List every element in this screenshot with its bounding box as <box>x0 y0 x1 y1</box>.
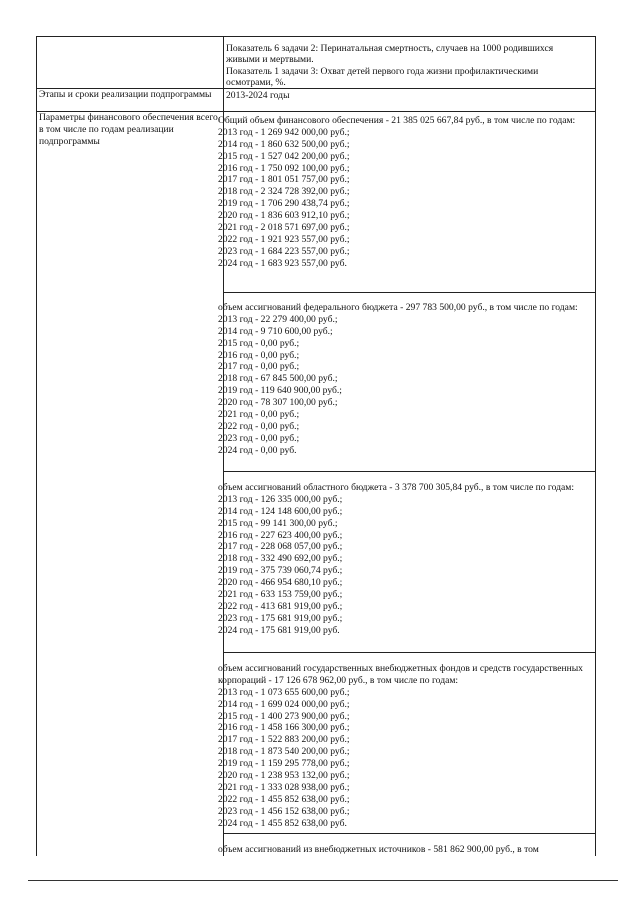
year-amount-line: 2014 год - 124 148 600,00 руб.; <box>218 505 343 517</box>
year-amount-line: 2022 год - 1 455 852 638,00 руб.; <box>218 793 350 805</box>
year-amount-line: 2021 год - 633 153 759,00 руб.; <box>218 589 343 601</box>
year-amount-line: 2014 год - 9 710 600,00 руб.; <box>218 325 333 337</box>
year-amount-line: 2017 год - 0,00 руб.; <box>218 361 300 373</box>
year-amount-line: 2016 год - 1 458 166 300,00 руб.; <box>218 722 350 734</box>
table-top-border <box>36 36 596 37</box>
year-amount-line: 2013 год - 1 269 942 000,00 руб.; <box>218 126 350 138</box>
year-amount-line: 2018 год - 67 845 500,00 руб.; <box>218 373 338 385</box>
table-left-border <box>36 36 37 856</box>
block-divider-regional <box>223 471 596 472</box>
year-amount-line: 2022 год - 413 681 919,00 руб.; <box>218 600 343 612</box>
finance-block-heading: объем ассигнований из внебюджетных источников - 581 862 900,00 руб., в том <box>218 844 539 855</box>
year-amount-line: 2016 год - 227 623 400,00 руб.; <box>218 529 343 541</box>
year-amount-line: 2024 год - 175 681 919,00 руб. <box>218 624 340 636</box>
block-divider-extrabudget <box>223 833 596 834</box>
year-amount-line: 2020 год - 466 954 680,10 руб.; <box>218 577 343 589</box>
finance-block-total <box>218 115 586 270</box>
year-amount-line: 2016 год - 0,00 руб.; <box>218 349 300 361</box>
page-bottom-rule <box>28 880 618 881</box>
year-amount-line: 2023 год - 175 681 919,00 руб.; <box>218 612 343 624</box>
year-amount-line: 2015 год - 1 527 042 200,00 руб.; <box>218 150 350 162</box>
year-amount-line: 2022 год - 1 921 923 557,00 руб.; <box>218 233 350 245</box>
year-amount-line: 2024 год - 1 455 852 638,00 руб. <box>218 817 347 829</box>
year-amount-line: 2019 год - 375 739 060,74 руб.; <box>218 565 343 577</box>
year-amount-line: 2021 год - 0,00 руб.; <box>218 409 300 421</box>
year-amount-line: 2016 год - 1 750 092 100,00 руб.; <box>218 162 350 174</box>
year-amount-line: 2018 год - 2 324 728 392,00 руб.; <box>218 186 350 198</box>
finance-block-federal <box>218 302 586 457</box>
year-amount-line: 2023 год - 0,00 руб.; <box>218 432 300 444</box>
year-amount-line: 2018 год - 1 873 540 200,00 руб.; <box>218 746 350 758</box>
year-amount-line: 2015 год - 99 141 300,00 руб.; <box>218 517 338 529</box>
year-amount-line: 2017 год - 228 068 057,00 руб.; <box>218 541 343 553</box>
indicator-text-line: Показатель 1 задачи 3: Охват детей первого года жизни профилактическими <box>226 66 539 77</box>
year-amount-line: 2020 год - 1 238 953 132,00 руб.; <box>218 770 350 782</box>
stages-label: Этапы и сроки реализации подпрограммы <box>39 89 212 100</box>
finance-block-heading: объем ассигнований федерального бюджета - 297 783 500,00 руб., в том числе по годам: <box>218 302 578 313</box>
block-divider-federal <box>223 292 596 293</box>
year-amount-line: 2023 год - 1 684 223 557,00 руб.; <box>218 245 350 257</box>
indicator-text-line: живыми и мертвыми. <box>226 54 314 65</box>
year-amount-line: 2024 год - 1 683 923 557,00 руб. <box>218 257 347 269</box>
finance-block-regional <box>218 482 586 637</box>
year-amount-line: 2014 год - 1 860 632 500,00 руб.; <box>218 138 350 150</box>
indicator-text-line: осмотрами, %. <box>226 77 286 88</box>
year-amount-line: 2019 год - 1 159 295 778,00 руб.; <box>218 758 350 770</box>
year-amount-line: 2017 год - 1 522 883 200,00 руб.; <box>218 734 350 746</box>
year-amount-line: 2022 год - 0,00 руб.; <box>218 420 300 432</box>
table-right-border <box>595 36 596 856</box>
year-amount-line: 2020 год - 1 836 603 912,10 руб.; <box>218 210 350 222</box>
year-amount-line: 2021 год - 2 018 571 697,00 руб.; <box>218 222 350 234</box>
year-amount-line: 2013 год - 22 279 400,00 руб.; <box>218 313 338 325</box>
year-amount-line: 2019 год - 1 706 290 438,74 руб.; <box>218 198 350 210</box>
finance-label: Параметры финансового обеспечения всего, в том числе по годам реализации подпрограммы <box>39 112 221 147</box>
year-amount-line: 2018 год - 332 490 692,00 руб.; <box>218 553 343 565</box>
year-amount-line: 2017 год - 1 801 051 757,00 руб.; <box>218 174 350 186</box>
indicator-text-line: Показатель 6 задачи 2: Перинатальная смертность, случаев на 1000 родившихся <box>226 43 554 54</box>
year-amount-line: 2015 год - 0,00 руб.; <box>218 337 300 349</box>
year-amount-line: 2015 год - 1 400 273 900,00 руб.; <box>218 710 350 722</box>
year-amount-line: 2013 год - 126 335 000,00 руб.; <box>218 493 343 505</box>
year-amount-line: 2023 год - 1 456 152 638,00 руб.; <box>218 805 350 817</box>
year-amount-line: 2019 год - 119 640 900,00 руб.; <box>218 385 342 397</box>
year-amount-line: 2020 год - 78 307 100,00 руб.; <box>218 397 338 409</box>
year-amount-line: 2021 год - 1 333 028 938,00 руб.; <box>218 781 350 793</box>
finance-block-extrabudget <box>218 844 586 856</box>
year-amount-line: 2014 год - 1 699 024 000,00 руб.; <box>218 698 350 710</box>
year-amount-line: 2024 год - 0,00 руб. <box>218 444 297 456</box>
finance-block-heading: Общий объем финансового обеспечения - 21 385 025 667,84 руб., в том числе по годам: <box>218 115 576 126</box>
year-amount-line: 2013 год - 1 073 655 600,00 руб.; <box>218 686 350 698</box>
finance-block-heading: объем ассигнований областного бюджета - 3 378 700 305,84 руб., в том числе по годам: <box>218 482 575 493</box>
stages-value: 2013-2024 годы <box>226 90 290 101</box>
finance-block-funds <box>218 663 586 830</box>
finance-block-heading: объем ассигнований государственных внебюджетных фондов и средств государственных корпораций - 17 126 678 962,00 руб., в том числе по годам: <box>218 663 583 686</box>
block-divider-funds <box>223 652 596 653</box>
